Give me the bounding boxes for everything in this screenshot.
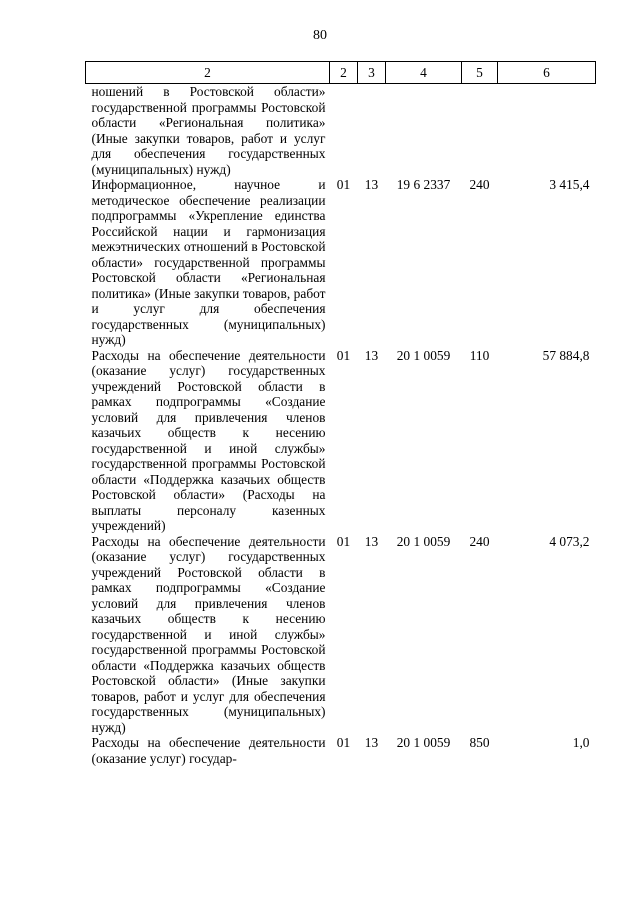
row-sum: 3 415,4: [549, 177, 590, 192]
row-csr: [386, 84, 462, 178]
header-cell-rz: 2: [330, 62, 358, 84]
row-name: Расходы на обеспечение деятельности (оказание услуг) государ-: [91, 735, 326, 766]
row-rz: 01: [336, 735, 351, 750]
header-cell-vr: 5: [462, 62, 498, 84]
row-pr: 13: [364, 177, 379, 192]
row-vr: 240: [469, 533, 490, 549]
row-csr: 20 1 0059: [396, 347, 451, 363]
budget-table: [85, 61, 596, 766]
row-rz: 01: [336, 177, 351, 192]
row-pr: 13: [364, 533, 379, 549]
header-cell-name: 2: [86, 62, 330, 84]
header-row: [86, 62, 596, 84]
row-vr: [462, 84, 498, 178]
row-rz: 01: [336, 533, 351, 549]
row-pr: 13: [364, 347, 379, 363]
row-name: ношений в Ростовской области» государственной программы Ростовской области «Региональная политика» (Иные закупки товаров, работ и услуг для обеспечения государственных (муниципальных) нужд): [91, 84, 326, 177]
row-csr: 20 1 0059: [396, 533, 451, 549]
table-row: [86, 735, 596, 766]
row-name: Расходы на обеспечение деятельности (оказание услуг) государственных учреждений Ростовской области в рамках подпрограммы «Создание условий для привлечения членов казачьих обществ к несению государственной и иной службы» государственной программы Ростовской области «Поддержка казачьих обществ Ростовской области» (Расходы на выплаты персоналу казенных учреждений): [91, 347, 326, 533]
row-sum: [498, 84, 596, 178]
header-cell-pr: 3: [358, 62, 386, 84]
row-name: Информационное, научное и методическое обеспечение реализации подпрограммы «Укрепление единства Российской нации и гармонизация межэтнических отношений в Ростовской области» государственной программы Ростовской области «Региональная политика» (Иные закупки товаров, работ и услуг для обеспечения государственных (муниципальных) нужд): [91, 177, 326, 347]
row-vr: 110: [469, 347, 490, 363]
table-row: [86, 177, 596, 348]
table-row: [86, 534, 596, 736]
row-name: Расходы на обеспечение деятельности (оказание услуг) государственных учреждений Ростовской области в рамках подпрограммы «Создание условий для привлечения членов казачьих обществ к несению государственной и иной службы» государственной программы Ростовской области «Поддержка казачьих обществ Ростовской области» (Иные закупки товаров, работ и услуг для обеспечения государственных (муниципальных) нужд): [91, 533, 326, 735]
row-csr: 20 1 0059: [396, 735, 451, 750]
row-vr: 850: [469, 735, 490, 750]
header-cell-csr: 4: [386, 62, 462, 84]
table-row: [86, 84, 596, 178]
row-rz: 01: [336, 347, 351, 363]
row-csr: 19 6 2337: [396, 177, 451, 192]
header-cell-sum: 6: [498, 62, 596, 84]
row-pr: [358, 84, 386, 178]
row-sum: 4 073,2: [549, 533, 590, 549]
row-sum: 1,0: [572, 735, 590, 750]
row-vr: 240: [469, 177, 490, 192]
table-row: [86, 348, 596, 534]
page-number: 80: [313, 28, 327, 43]
row-sum: 57 884,8: [542, 347, 590, 363]
row-pr: 13: [364, 735, 379, 750]
row-rz: [330, 84, 358, 178]
